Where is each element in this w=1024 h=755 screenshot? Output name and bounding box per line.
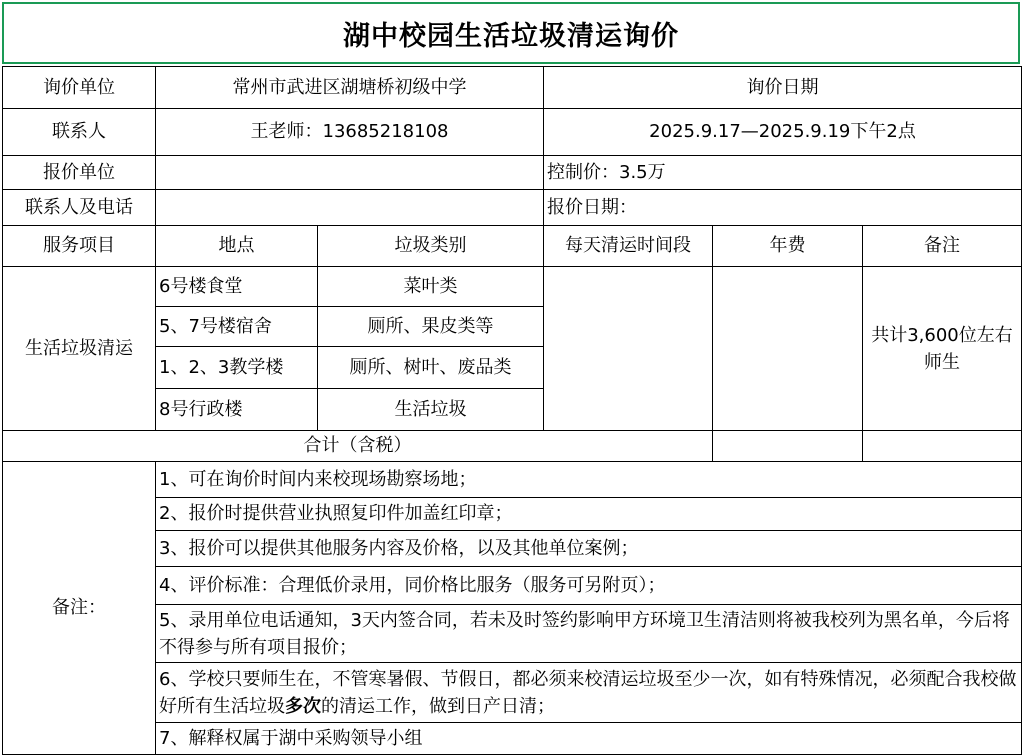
contact-value: 王老师：13685218108	[156, 109, 544, 156]
note-row	[3, 723, 1022, 755]
contact-label: 联系人	[3, 109, 156, 156]
row-contact	[3, 109, 1022, 156]
location-cell: 1、2、3教学楼	[156, 347, 318, 389]
location-cell: 6号楼食堂	[156, 267, 318, 307]
row-total	[3, 431, 1022, 462]
quote-unit-label: 报价单位	[3, 156, 156, 190]
note-item-6-bold: 多次	[285, 695, 321, 717]
service-name: 生活垃圾清运	[3, 267, 156, 431]
note-item: 4、评价标准：合理低价录用，同价格比服务（服务可另附页）；	[156, 567, 1022, 605]
note-row	[3, 531, 1022, 567]
waste-cell: 厕所、树叶、废品类	[318, 347, 544, 389]
total-label: 合计（含税）	[3, 431, 713, 462]
col-waste-type: 垃圾类别	[318, 226, 544, 267]
col-annual-fee: 年费	[713, 226, 863, 267]
location-cell: 8号行政楼	[156, 389, 318, 431]
row-inquiry-unit	[3, 67, 1022, 109]
quote-unit-value[interactable]	[156, 156, 544, 190]
inquiry-unit-label: 询价单位	[3, 67, 156, 109]
note-row	[3, 462, 1022, 498]
page-title: 湖中校园生活垃圾清运询价	[2, 2, 1020, 64]
note-item: 1、可在询价时间内来校现场勘察场地；	[156, 462, 1022, 498]
inquiry-table	[2, 66, 1022, 755]
note-row	[3, 605, 1022, 663]
note-item-6-text: 6、学校只要师生在，不管寒暑假、节假日，都必须来校清运垃圾至少一次，如有特殊情况，必须配合我校做好所有生活垃圾	[159, 668, 1017, 717]
note-row	[3, 567, 1022, 605]
row-column-headers	[3, 226, 1022, 267]
waste-cell: 菜叶类	[318, 267, 544, 307]
total-remark-cell[interactable]	[863, 431, 1022, 462]
control-price: 控制价：3.5万	[544, 156, 1022, 190]
service-remark: 共计3,600位左右师生	[863, 267, 1022, 431]
row-quote-unit	[3, 156, 1022, 190]
inquiry-date-label: 询价日期	[544, 67, 1022, 109]
total-fee-cell[interactable]	[713, 431, 863, 462]
contact-phone-label: 联系人及电话	[3, 190, 156, 226]
note-item: 7、解释权属于湖中采购领导小组	[156, 723, 1022, 755]
inquiry-unit-value: 常州市武进区湖塘桥初级中学	[156, 67, 544, 109]
note-item-6	[156, 663, 1022, 723]
note-item-6-tail: 的清运工作，做到日产日清；	[321, 695, 555, 717]
notes-label: 备注：	[3, 462, 156, 755]
table-row	[3, 267, 1022, 307]
annual-fee-cell[interactable]	[713, 267, 863, 431]
note-item: 3、报价可以提供其他服务内容及价格，以及其他单位案例；	[156, 531, 1022, 567]
quote-date-label: 报价日期：	[544, 190, 1022, 226]
col-location: 地点	[156, 226, 318, 267]
daily-time-cell[interactable]	[544, 267, 713, 431]
col-service: 服务项目	[3, 226, 156, 267]
note-row	[3, 663, 1022, 723]
row-contact-phone	[3, 190, 1022, 226]
note-row	[3, 498, 1022, 531]
note-item: 2、报价时提供营业执照复印件加盖红印章；	[156, 498, 1022, 531]
note-item: 5、录用单位电话通知，3天内签合同，若未及时签约影响甲方环境卫生清洁则将被我校列为黑名单，今后将不得参与所有项目报价；	[156, 605, 1022, 663]
inquiry-date-value: 2025.9.17—2025.9.19下午2点	[544, 109, 1022, 156]
col-remark: 备注	[863, 226, 1022, 267]
location-cell: 5、7号楼宿舍	[156, 307, 318, 347]
waste-cell: 生活垃圾	[318, 389, 544, 431]
contact-phone-value[interactable]	[156, 190, 544, 226]
waste-cell: 厕所、果皮类等	[318, 307, 544, 347]
col-daily-time: 每天清运时间段	[544, 226, 713, 267]
